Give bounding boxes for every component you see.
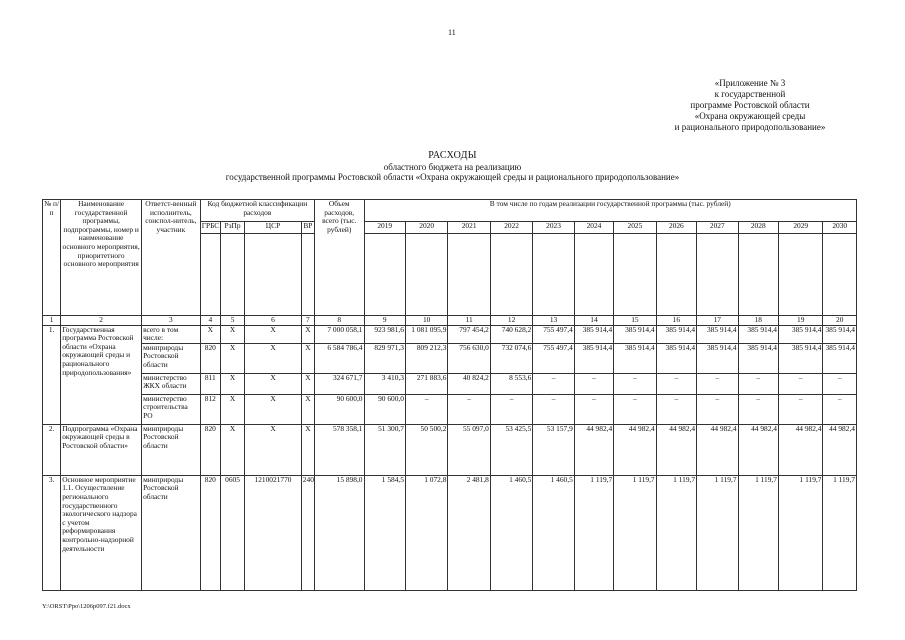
cell-rzpr: X xyxy=(220,325,244,343)
annex-line: и рационального природопользование» xyxy=(674,122,826,132)
cell-year: 40 824,2 xyxy=(448,373,490,394)
row-responsible: министерство ЖКХ области xyxy=(142,373,201,394)
header-row-1 xyxy=(43,200,857,222)
table-row xyxy=(43,325,857,343)
cell-year: 44 982,4 xyxy=(823,424,857,475)
cell-total: 90 600,0 xyxy=(314,394,364,424)
cell-year: 1 584,5 xyxy=(364,475,405,590)
header-year: 2025 xyxy=(614,222,656,234)
cell-year: 1 119,7 xyxy=(778,475,822,590)
header-num: № п/п xyxy=(43,200,61,316)
table-row xyxy=(43,475,857,590)
cell-year: – xyxy=(533,394,574,424)
cell-year: 385 914,4 xyxy=(697,325,738,343)
cell-year: 829 971,3 xyxy=(364,343,405,373)
cell-year: 53 425,5 xyxy=(490,424,532,475)
header-grbs: ГРБС xyxy=(200,222,220,234)
cell-year: – xyxy=(697,394,738,424)
cell-year: – xyxy=(490,394,532,424)
cell-year: 1 119,7 xyxy=(656,475,696,590)
cell-year: 271 883,6 xyxy=(405,373,447,394)
cell-total: 324 671,7 xyxy=(314,373,364,394)
cell-rzpr: 0605 xyxy=(220,475,244,590)
cell-grbs: X xyxy=(200,325,220,343)
header-year: 2020 xyxy=(405,222,447,234)
header-by-year: В том числе по годам реализации государственной программы (тыс. рублей) xyxy=(364,200,857,222)
cell-year: 385 914,4 xyxy=(574,343,613,373)
cell-year: 1 119,7 xyxy=(614,475,656,590)
cell-year: 809 212,3 xyxy=(405,343,447,373)
colnum: 14 xyxy=(574,316,613,326)
colnum: 19 xyxy=(778,316,822,326)
cell-rzpr: X xyxy=(220,424,244,475)
expenditure-table xyxy=(42,199,857,591)
cell-year: – xyxy=(656,373,696,394)
table-row xyxy=(43,394,857,424)
colnum: 20 xyxy=(823,316,857,326)
cell-year: 51 300,7 xyxy=(364,424,405,475)
cell-year: 385 914,4 xyxy=(738,325,778,343)
cell-year: 756 630,0 xyxy=(448,343,490,373)
cell-csr: X xyxy=(245,394,302,424)
colnum: 4 xyxy=(200,316,220,326)
cell-year: 755 497,4 xyxy=(533,325,574,343)
cell-year: 385 914,4 xyxy=(656,325,696,343)
cell-rzpr: X xyxy=(220,343,244,373)
colnum: 11 xyxy=(448,316,490,326)
cell-year: 797 454,2 xyxy=(448,325,490,343)
header-rzpr: РзПр xyxy=(220,222,244,234)
cell-year: – xyxy=(778,373,822,394)
annex-line: «Приложение № 3 xyxy=(714,78,786,88)
colnum: 3 xyxy=(142,316,201,326)
cell-rzpr: X xyxy=(220,373,244,394)
cell-year: 385 914,4 xyxy=(656,343,696,373)
cell-year: 385 914,4 xyxy=(778,343,822,373)
cell-year: 385 914,4 xyxy=(697,343,738,373)
colnum: 9 xyxy=(364,316,405,326)
header-year: 2019 xyxy=(364,222,405,234)
row-responsible: всего в том числе: xyxy=(142,325,201,343)
cell-year: 90 600,0 xyxy=(364,394,405,424)
colnum: 10 xyxy=(405,316,447,326)
header-year: 2026 xyxy=(656,222,696,234)
cell-year: 385 914,4 xyxy=(738,343,778,373)
header-name: Наименование государственной программы, подпрограммы, номер и наименование основного мероприятия, приоритетного основного мероприятия xyxy=(61,200,142,316)
cell-total: 578 358,1 xyxy=(314,424,364,475)
cell-total: 7 000 058,1 xyxy=(314,325,364,343)
header-year: 2024 xyxy=(574,222,613,234)
header-year: 2022 xyxy=(490,222,532,234)
cell-vr: X xyxy=(301,343,314,373)
cell-year: 1 460,5 xyxy=(490,475,532,590)
colnum: 8 xyxy=(314,316,364,326)
cell-vr: X xyxy=(301,325,314,343)
cell-year: 44 982,4 xyxy=(738,424,778,475)
colnum: 15 xyxy=(614,316,656,326)
row-num: 1. xyxy=(43,325,61,424)
cell-year: 3 410,3 xyxy=(364,373,405,394)
cell-grbs: 812 xyxy=(200,394,220,424)
row-responsible: министерство строительства РО xyxy=(142,394,201,424)
cell-year: – xyxy=(738,394,778,424)
cell-grbs: 820 xyxy=(200,343,220,373)
cell-rzpr: X xyxy=(220,394,244,424)
cell-total: 15 898,0 xyxy=(314,475,364,590)
cell-year: – xyxy=(823,373,857,394)
cell-csr: X xyxy=(245,325,302,343)
cell-year: 44 982,4 xyxy=(574,424,613,475)
cell-year: – xyxy=(823,394,857,424)
cell-year: 385 914,4 xyxy=(823,343,857,373)
annex-line: программе Ростовской области xyxy=(690,100,810,110)
page-number: 11 xyxy=(448,28,456,37)
cell-year: 50 500,2 xyxy=(405,424,447,475)
title-line-3: государственной программы Ростовской области «Охрана окружающей среды и рационального природопользование» xyxy=(225,172,680,182)
cell-year: 44 982,4 xyxy=(778,424,822,475)
header-year: 2029 xyxy=(778,222,822,234)
cell-year: 755 497,4 xyxy=(533,343,574,373)
colnum: 13 xyxy=(533,316,574,326)
cell-year: 923 981,6 xyxy=(364,325,405,343)
row-name: Подпрограмма «Охрана окружающей среды в Ростовской области» xyxy=(61,424,142,475)
cell-vr: X xyxy=(301,373,314,394)
cell-grbs: 820 xyxy=(200,475,220,590)
cell-year: – xyxy=(448,394,490,424)
cell-vr: X xyxy=(301,394,314,424)
annex-line: к государственной xyxy=(714,89,786,99)
cell-csr: 1210021770 xyxy=(245,475,302,590)
cell-year: – xyxy=(574,394,613,424)
cell-year: – xyxy=(614,373,656,394)
colnum: 2 xyxy=(61,316,142,326)
file-path-footer: Y:\ORST\Ppo\1206p097.f21.docx xyxy=(42,603,131,610)
cell-year: 1 119,7 xyxy=(823,475,857,590)
cell-year: 385 914,4 xyxy=(778,325,822,343)
cell-year: – xyxy=(738,373,778,394)
cell-year: 740 628,2 xyxy=(490,325,532,343)
cell-year: – xyxy=(574,373,613,394)
cell-year: 1 081 095,9 xyxy=(405,325,447,343)
row-num: 3. xyxy=(43,475,61,590)
row-num: 2. xyxy=(43,424,61,475)
cell-year: 8 553,6 xyxy=(490,373,532,394)
cell-year: 44 982,4 xyxy=(656,424,696,475)
cell-csr: X xyxy=(245,424,302,475)
header-responsible: Ответст-венный исполнитель, соиспол-нитель, участник xyxy=(142,200,201,316)
cell-year: 1 072,8 xyxy=(405,475,447,590)
row-responsible: минприроды Ростовской области xyxy=(142,424,201,475)
cell-year: 1 119,7 xyxy=(738,475,778,590)
row-name: Государственная программа Ростовской области «Охрана окружающей среды и рационального природопользования» xyxy=(61,325,142,424)
table-row xyxy=(43,373,857,394)
header-year: 2023 xyxy=(533,222,574,234)
header-vr: ВР xyxy=(301,222,314,234)
cell-year: – xyxy=(778,394,822,424)
table-row xyxy=(43,424,857,475)
cell-year: – xyxy=(656,394,696,424)
cell-total: 6 584 786,4 xyxy=(314,343,364,373)
cell-year: 1 119,7 xyxy=(697,475,738,590)
cell-year: 385 914,4 xyxy=(574,325,613,343)
row-responsible: минприроды Ростовской области xyxy=(142,343,201,373)
document-title xyxy=(100,151,805,183)
colnum: 17 xyxy=(697,316,738,326)
cell-year: 2 481,8 xyxy=(448,475,490,590)
header-kbk: Код бюджетной классификации расходов xyxy=(200,200,314,222)
cell-year: – xyxy=(614,394,656,424)
cell-year: 44 982,4 xyxy=(614,424,656,475)
cell-csr: X xyxy=(245,343,302,373)
annex-block xyxy=(620,78,880,133)
cell-vr: 240 xyxy=(301,475,314,590)
header-csr: ЦСР xyxy=(245,222,302,234)
cell-year: 44 982,4 xyxy=(697,424,738,475)
cell-year: 55 097,0 xyxy=(448,424,490,475)
table-row xyxy=(43,343,857,373)
cell-grbs: 811 xyxy=(200,373,220,394)
cell-year: – xyxy=(533,373,574,394)
cell-year: 385 914,4 xyxy=(614,325,656,343)
colnum: 7 xyxy=(301,316,314,326)
colnum: 18 xyxy=(738,316,778,326)
cell-year: 385 914,4 xyxy=(823,325,857,343)
header-year: 2028 xyxy=(738,222,778,234)
colnum: 16 xyxy=(656,316,696,326)
colnum: 1 xyxy=(43,316,61,326)
cell-year: 1 119,7 xyxy=(574,475,613,590)
cell-year: 53 157,9 xyxy=(533,424,574,475)
header-volume: Объем расходов, всего (тыс. рублей) xyxy=(314,200,364,316)
title-line-1: РАСХОДЫ xyxy=(428,150,477,161)
cell-year: 1 460,5 xyxy=(533,475,574,590)
row-name: Основное мероприятие 1.1. Осуществление регионального государственного экологического надзора с учетом реформирования контрольно-надзорной деятельности xyxy=(61,475,142,590)
row-responsible: минприроды Ростовской области xyxy=(142,475,201,590)
colnum: 6 xyxy=(245,316,302,326)
column-number-row xyxy=(43,316,857,326)
cell-year: 385 914,4 xyxy=(614,343,656,373)
header-year: 2030 xyxy=(823,222,857,234)
colnum: 5 xyxy=(220,316,244,326)
header-year: 2027 xyxy=(697,222,738,234)
title-line-2: областного бюджета на реализацию xyxy=(383,161,522,172)
colnum: 12 xyxy=(490,316,532,326)
header-year: 2021 xyxy=(448,222,490,234)
cell-grbs: 820 xyxy=(200,424,220,475)
cell-year: – xyxy=(405,394,447,424)
annex-line: «Охрана окружающей среды xyxy=(694,111,806,121)
cell-year: – xyxy=(697,373,738,394)
cell-csr: X xyxy=(245,373,302,394)
cell-year: 732 074,6 xyxy=(490,343,532,373)
cell-vr: X xyxy=(301,424,314,475)
